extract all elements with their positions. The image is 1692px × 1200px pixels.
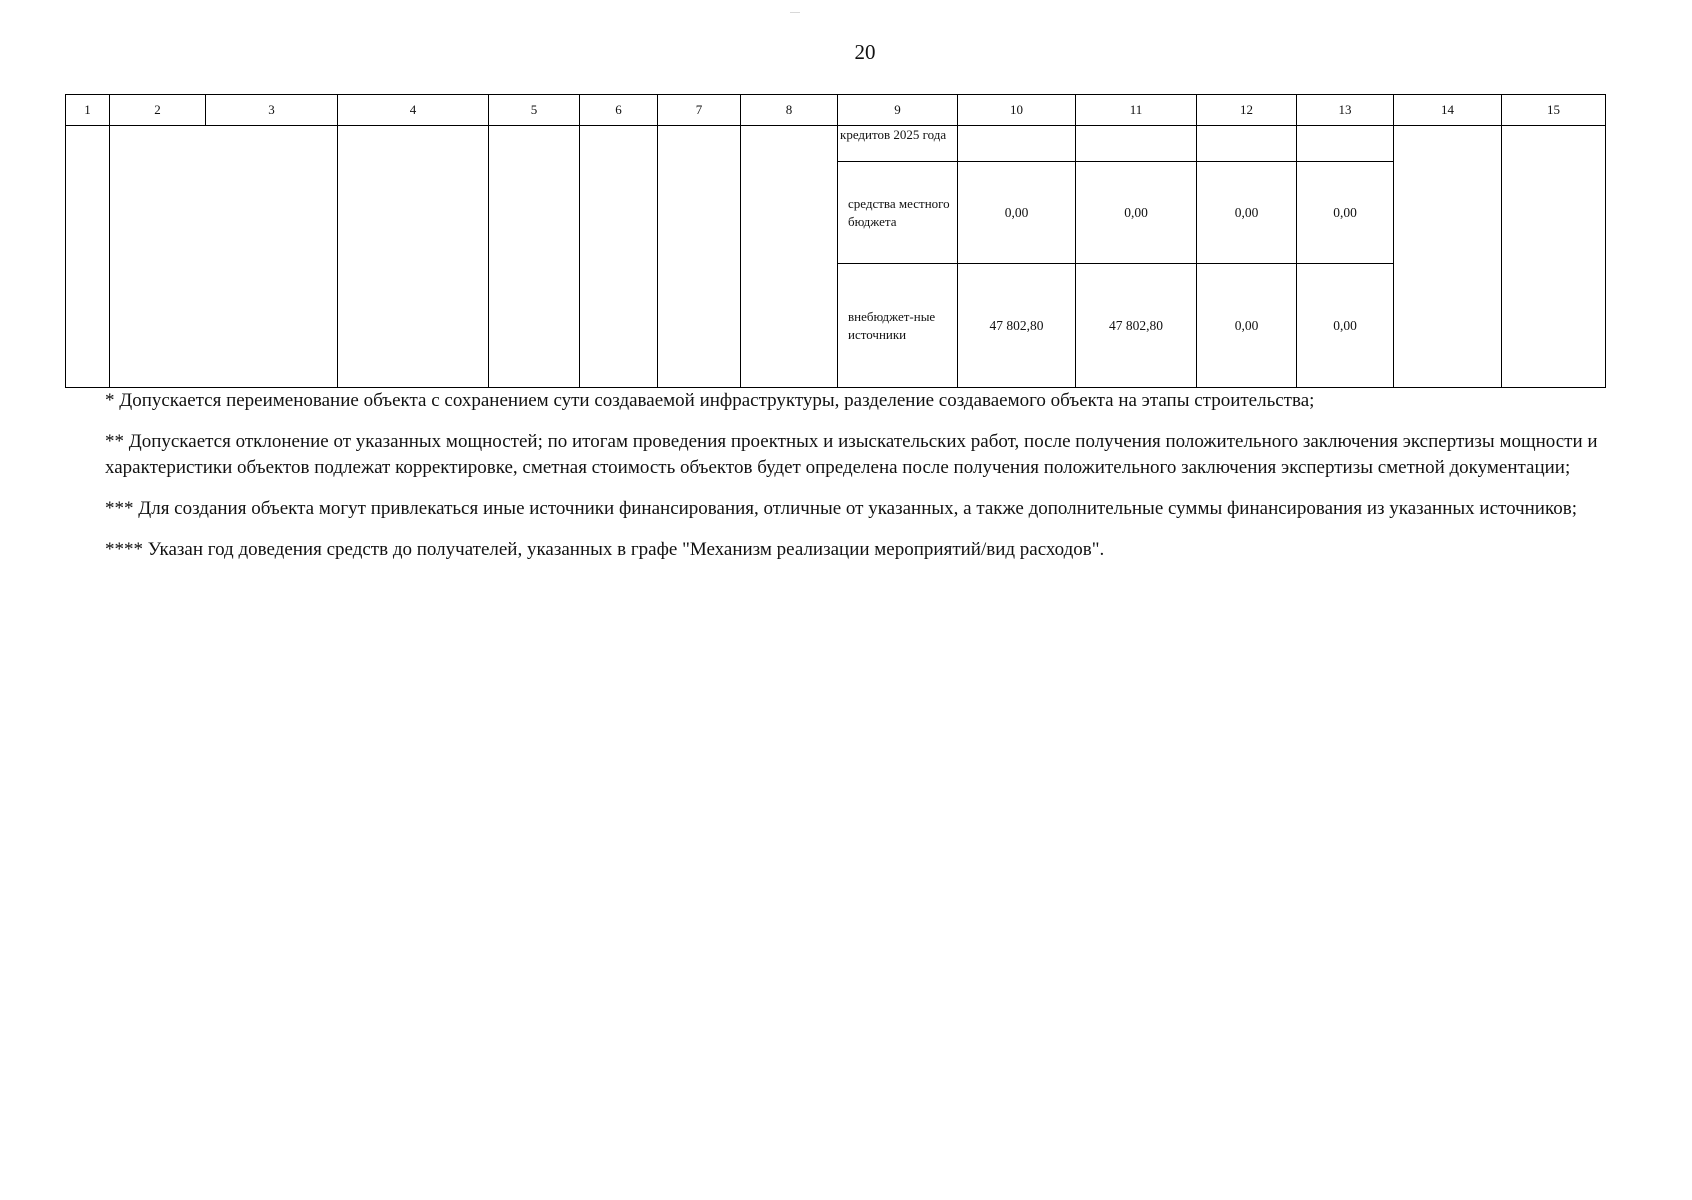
row-label: внебюджет-ные источники bbox=[838, 264, 958, 388]
column-header: 9 bbox=[838, 95, 958, 126]
table-row bbox=[66, 126, 1606, 162]
table-cell bbox=[1502, 126, 1606, 388]
table-cell: 0,00 bbox=[1197, 162, 1297, 264]
page-number: 20 bbox=[854, 40, 876, 64]
column-header: 5 bbox=[489, 95, 580, 126]
table-cell bbox=[1076, 126, 1197, 162]
table-cell bbox=[741, 126, 838, 388]
table-cell bbox=[1197, 126, 1297, 162]
column-header: 14 bbox=[1394, 95, 1502, 126]
table-cell bbox=[66, 126, 110, 388]
column-header: 13 bbox=[1297, 95, 1394, 126]
table-cell: 0,00 bbox=[1297, 264, 1394, 388]
table-cell: 0,00 bbox=[1076, 162, 1197, 264]
table-cell bbox=[1394, 126, 1502, 388]
row-label: кредитов 2025 года bbox=[838, 126, 958, 162]
scan-artifact bbox=[790, 12, 800, 13]
footnotes bbox=[105, 388, 1605, 578]
footnote: * Допускается переименование объекта с сохранением сути создаваемой инфраструктуры, разделение создаваемого объекта на этапы строительства; bbox=[105, 390, 1315, 411]
column-header: 2 bbox=[110, 95, 206, 126]
column-header: 10 bbox=[958, 95, 1076, 126]
column-header: 6 bbox=[580, 95, 658, 126]
table-cell bbox=[1297, 126, 1394, 162]
footnote: ** Допускается отклонение от указанных мощностей; по итогам проведения проектных и изыскательских работ, после получения положительного заключения экспертизы мощности и характеристики объектов подлежат корректировке, сметная стоимость объектов будет определена после получения положительного заключения экспертизы сметной документации; bbox=[105, 431, 1598, 478]
table-cell: 47 802,80 bbox=[958, 264, 1076, 388]
column-header: 1 bbox=[66, 95, 110, 126]
table-cell bbox=[958, 126, 1076, 162]
table-cell bbox=[110, 126, 338, 388]
column-header: 8 bbox=[741, 95, 838, 126]
table-cell: 0,00 bbox=[1197, 264, 1297, 388]
table-cell: 0,00 bbox=[1297, 162, 1394, 264]
column-header: 4 bbox=[338, 95, 489, 126]
column-header: 11 bbox=[1076, 95, 1197, 126]
table-header-row bbox=[66, 95, 1606, 126]
column-header: 7 bbox=[658, 95, 741, 126]
table-cell: 0,00 bbox=[958, 162, 1076, 264]
financing-table bbox=[65, 94, 1606, 388]
table-cell: 47 802,80 bbox=[1076, 264, 1197, 388]
column-header: 15 bbox=[1502, 95, 1606, 126]
column-header: 3 bbox=[206, 95, 338, 126]
table-cell bbox=[658, 126, 741, 388]
footnote: **** Указан год доведения средств до получателей, указанных в графе "Механизм реализации мероприятий/вид расходов". bbox=[105, 539, 1105, 560]
table-cell bbox=[489, 126, 580, 388]
table-cell bbox=[580, 126, 658, 388]
table-cell bbox=[338, 126, 489, 388]
footnote: *** Для создания объекта могут привлекаться иные источники финансирования, отличные от указанных, а также дополнительные суммы финансирования из указанных источников; bbox=[105, 498, 1577, 519]
column-header: 12 bbox=[1197, 95, 1297, 126]
row-label: средства местного бюджета bbox=[838, 162, 958, 264]
